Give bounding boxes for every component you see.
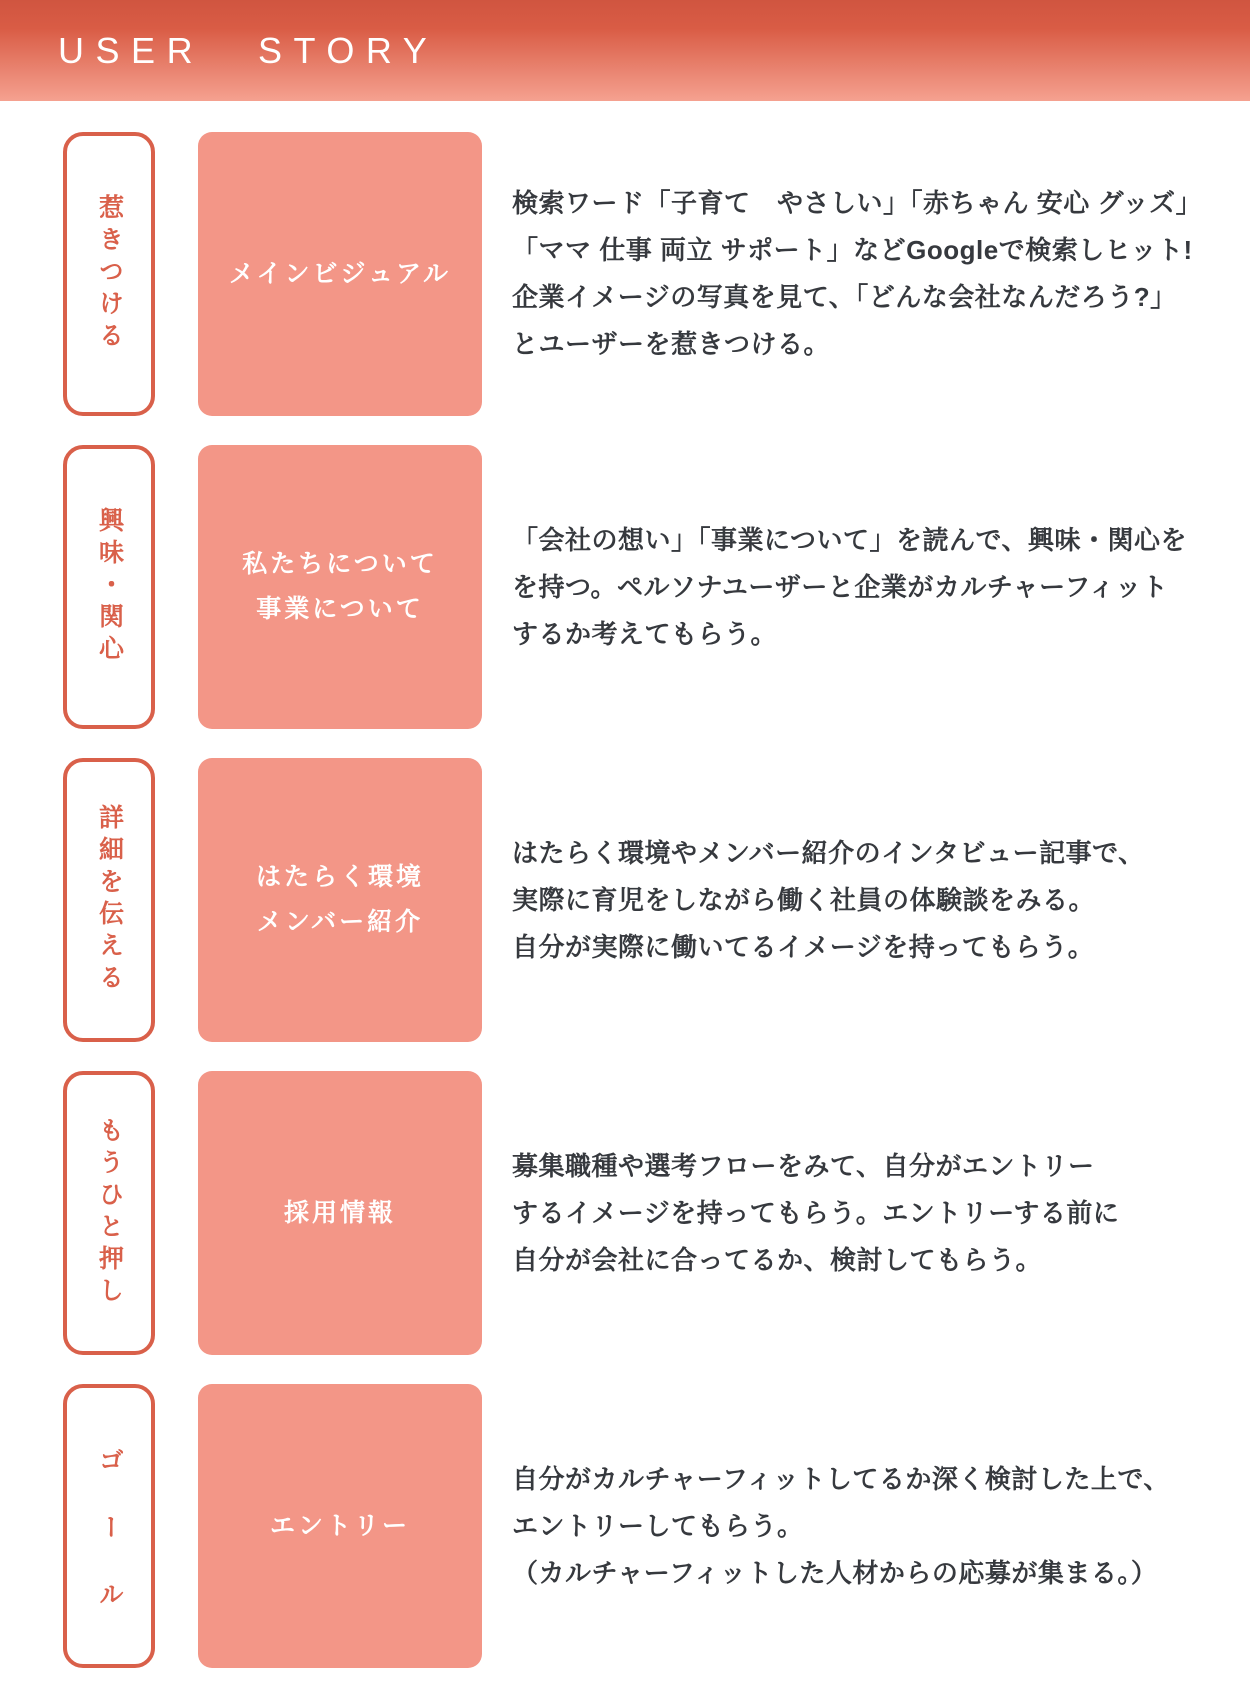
- description-line: を持つ。ペルソナユーザーと企業がカルチャーフィット: [512, 571, 1169, 602]
- page-title: USER STORY: [58, 29, 439, 71]
- content-box: [198, 1384, 482, 1668]
- description-line: （カルチャーフィットした人材からの応募が集まる。）: [512, 1557, 1158, 1588]
- description-line: 実際に育児をしながら働く社員の体験談をみる。: [512, 884, 1096, 915]
- stage-label-box: [63, 1071, 155, 1355]
- stage-label-box: [63, 1384, 155, 1668]
- user-story-row: [63, 758, 1250, 1042]
- stage-label-box: [63, 758, 155, 1042]
- description-line: 自分がカルチャーフィットしてるか深く検討した上で、: [512, 1463, 1170, 1494]
- description-line: 検索ワード「子育て やさしい」「赤ちゃん 安心 グッズ」: [512, 188, 1203, 218]
- header-bar: [0, 0, 1250, 101]
- description-line: 自分が会社に合ってるか、検討してもらう。: [512, 1244, 1043, 1275]
- description-block: [512, 180, 1202, 368]
- user-story-row: [63, 132, 1250, 416]
- description-line: 「ママ 仕事 両立 サポート」などGoogleで検索しヒット!: [512, 235, 1193, 265]
- stage-label: 詳細を伝える: [95, 804, 124, 996]
- user-story-row: [63, 1384, 1250, 1668]
- description-line: 募集職種や選考フローをみて、自分がエントリー: [512, 1150, 1095, 1181]
- stage-label-box: [63, 132, 155, 416]
- description-line: とユーザーを惹きつける。: [512, 329, 831, 359]
- content-box: [198, 132, 482, 416]
- description-block: [512, 830, 1145, 971]
- description-line: するか考えてもらう。: [512, 618, 778, 649]
- content-box-line: メンバー紹介: [256, 908, 424, 936]
- user-story-row: [63, 1071, 1250, 1355]
- description-line: するイメージを持ってもらう。エントリーする前に: [512, 1197, 1120, 1228]
- content-box: [198, 1071, 482, 1355]
- description-line: エントリーしてもらう。: [512, 1510, 804, 1541]
- description-line: はたらく環境やメンバー紹介のインタビュー記事で、: [512, 837, 1145, 868]
- description-block: [512, 517, 1187, 658]
- content-box-line: 私たちについて: [242, 550, 438, 578]
- stage-label: ゴール: [95, 1446, 124, 1648]
- content-box-line: はたらく環境: [255, 863, 424, 891]
- stage-label: 興味・関心: [95, 507, 124, 667]
- stage-label: もうひと押し: [95, 1117, 124, 1309]
- description-line: 「会社の想い」「事業について」を読んで、興味・関心を: [512, 524, 1187, 555]
- content-box: [198, 445, 482, 729]
- content-box-line: 事業について: [256, 595, 424, 623]
- content-box-line: 採用情報: [283, 1198, 396, 1227]
- stage-label: 惹きつける: [95, 194, 124, 354]
- content-box-line: メインビジュアル: [228, 259, 451, 288]
- stage-label-box: [63, 445, 155, 729]
- description-line: 企業イメージの写真を見て、「どんな会社なんだろう?」: [512, 282, 1177, 312]
- content-box-line: エントリー: [269, 1511, 410, 1540]
- user-story-row: [63, 445, 1250, 729]
- content-box: [198, 758, 482, 1042]
- description-line: 自分が実際に働いてるイメージを持ってもらう。: [512, 931, 1095, 962]
- description-block: [512, 1143, 1119, 1284]
- description-block: [512, 1456, 1170, 1597]
